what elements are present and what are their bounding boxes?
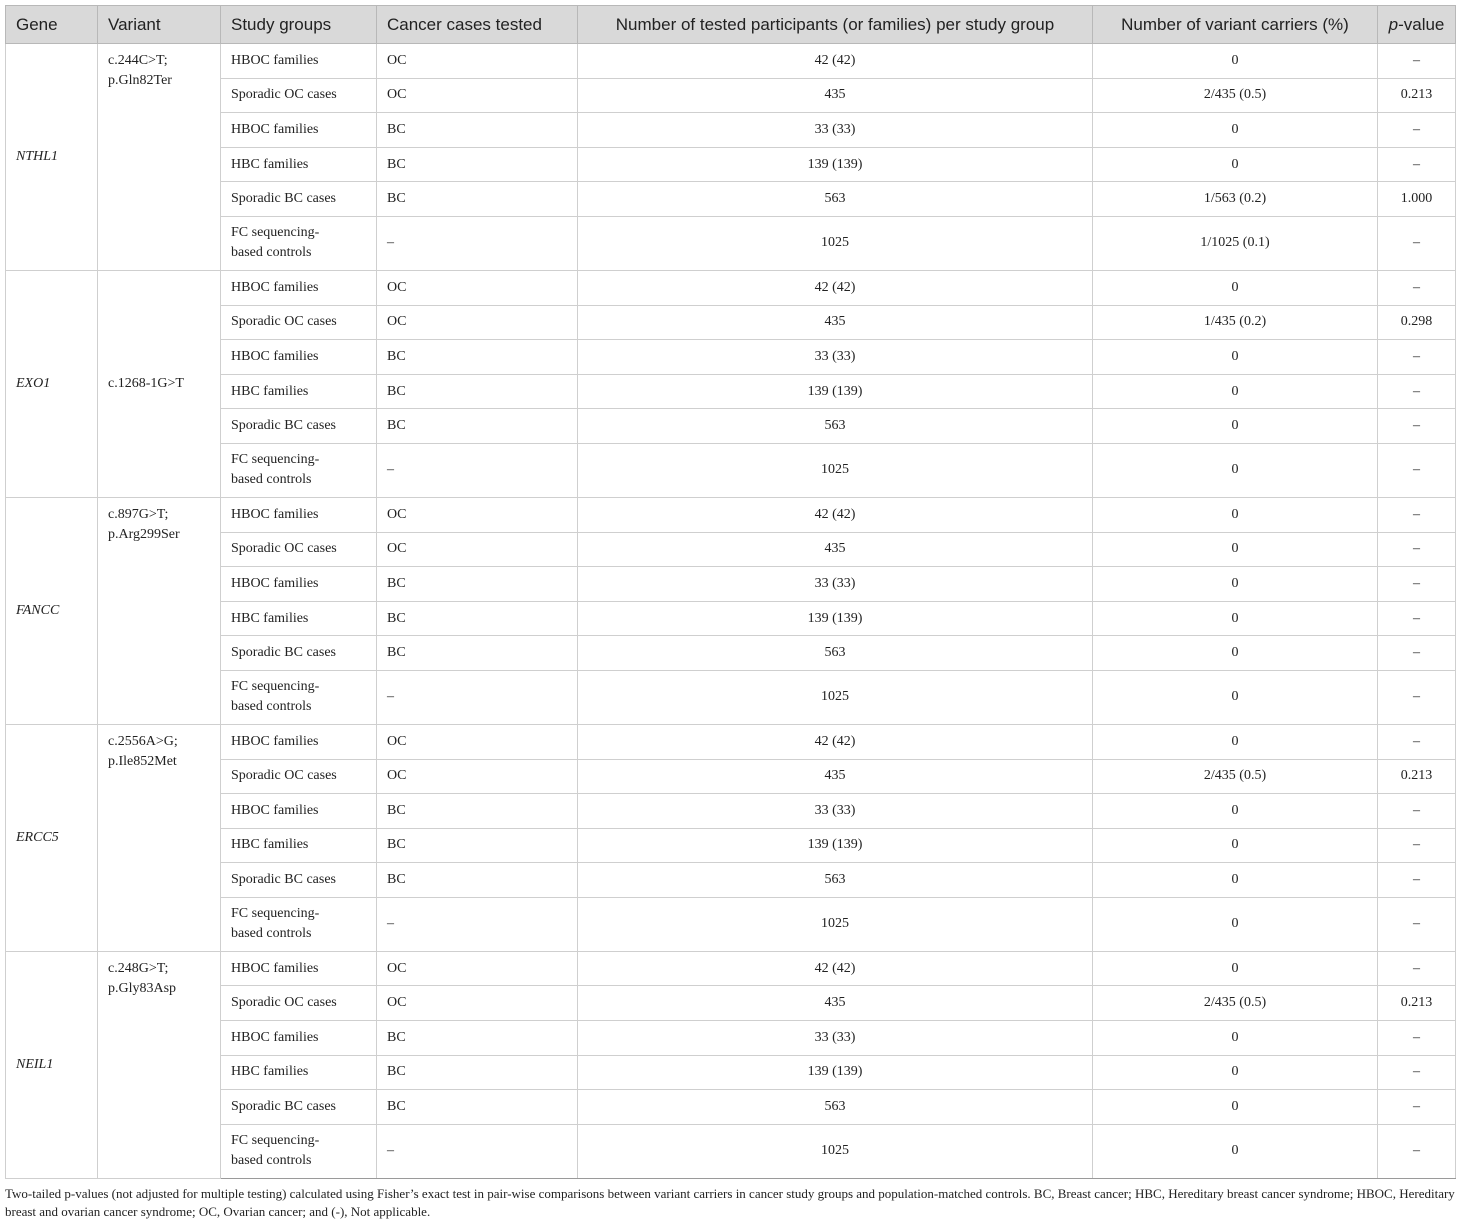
- cancer-cases: BC: [377, 863, 578, 898]
- carrier-count: 2/435 (0.5): [1093, 78, 1378, 113]
- p-value: 1.000: [1378, 182, 1456, 217]
- p-value: 0.213: [1378, 78, 1456, 113]
- table-row: [6, 897, 1456, 951]
- table-row: [6, 1090, 1456, 1125]
- carrier-count: 0: [1093, 374, 1378, 409]
- header-cancer-cases: Cancer cases tested: [377, 6, 578, 44]
- table-row: [6, 1055, 1456, 1090]
- variant-name: c.1268-1G>T: [98, 270, 221, 497]
- table-row: [6, 794, 1456, 829]
- tested-count: 139 (139): [578, 374, 1093, 409]
- cancer-cases: BC: [377, 828, 578, 863]
- study-group-line-2: based controls: [231, 245, 312, 261]
- gene-group: [6, 270, 1456, 497]
- p-value: 0.213: [1378, 986, 1456, 1021]
- p-value: –: [1378, 409, 1456, 444]
- carrier-count: 0: [1093, 497, 1378, 532]
- tested-count: 33 (33): [578, 567, 1093, 602]
- carrier-count: 0: [1093, 636, 1378, 671]
- study-group: Sporadic OC cases: [221, 986, 377, 1021]
- table-footnote: Two-tailed p-values (not adjusted for multiple testing) calculated using Fisher’s exact test in pair-wise comparisons between variant carriers in cancer study groups and population-matched controls. BC, Breast cancer; HBC, Hereditary breast cancer syndrome; HBOC, Hereditary breast and ovarian cancer syndrome; OC, Ovarian cancer; and (-), Not applicable.: [5, 1185, 1455, 1219]
- table-row: [6, 828, 1456, 863]
- study-group-line-1: FC sequencing-: [231, 452, 320, 468]
- table-row: [6, 951, 1456, 986]
- cancer-cases: OC: [377, 44, 578, 79]
- p-value: –: [1378, 670, 1456, 724]
- study-group: HBC families: [221, 374, 377, 409]
- carrier-count: 0: [1093, 724, 1378, 759]
- cancer-cases: BC: [377, 567, 578, 602]
- carrier-count: 0: [1093, 1124, 1378, 1178]
- carrier-count: 0: [1093, 601, 1378, 636]
- tested-count: 139 (139): [578, 147, 1093, 182]
- variant-name: [98, 44, 221, 271]
- carrier-count: 0: [1093, 897, 1378, 951]
- carrier-count: 0: [1093, 1090, 1378, 1125]
- tested-count: 1025: [578, 1124, 1093, 1178]
- table-row: [6, 1021, 1456, 1056]
- p-value: –: [1378, 532, 1456, 567]
- study-group: HBOC families: [221, 567, 377, 602]
- tested-count: 435: [578, 78, 1093, 113]
- p-value: –: [1378, 601, 1456, 636]
- study-group: Sporadic OC cases: [221, 532, 377, 567]
- cancer-cases: BC: [377, 636, 578, 671]
- variant-line-1: c.244C>T;: [108, 53, 168, 68]
- p-value: –: [1378, 828, 1456, 863]
- p-value: –: [1378, 216, 1456, 270]
- study-group-line-2: based controls: [231, 472, 312, 488]
- p-value: –: [1378, 44, 1456, 79]
- table-row: [6, 305, 1456, 340]
- tested-count: 139 (139): [578, 601, 1093, 636]
- study-group: HBOC families: [221, 1021, 377, 1056]
- table-row: [6, 113, 1456, 148]
- study-group: [221, 1124, 377, 1178]
- cancer-cases: –: [377, 897, 578, 951]
- cancer-cases: OC: [377, 724, 578, 759]
- cancer-cases: BC: [377, 1021, 578, 1056]
- study-group-line-1: FC sequencing-: [231, 679, 320, 695]
- table-row: [6, 270, 1456, 305]
- tested-count: 139 (139): [578, 1055, 1093, 1090]
- header-pvalue: [1378, 6, 1456, 44]
- cancer-cases: OC: [377, 951, 578, 986]
- cancer-cases: –: [377, 670, 578, 724]
- table-row: [6, 863, 1456, 898]
- cancer-cases: OC: [377, 78, 578, 113]
- table-row: [6, 216, 1456, 270]
- study-group: Sporadic BC cases: [221, 1090, 377, 1125]
- tested-count: 42 (42): [578, 270, 1093, 305]
- tested-count: 563: [578, 409, 1093, 444]
- variant-name: [98, 951, 221, 1178]
- table-row: [6, 986, 1456, 1021]
- cancer-cases: OC: [377, 305, 578, 340]
- study-group: HBOC families: [221, 951, 377, 986]
- gene-group: [6, 497, 1456, 724]
- p-value: –: [1378, 1055, 1456, 1090]
- table-row: [6, 78, 1456, 113]
- carrier-count: 0: [1093, 1055, 1378, 1090]
- tested-count: 33 (33): [578, 113, 1093, 148]
- header-pvalue-rest: -value: [1398, 14, 1445, 34]
- carrier-count: 0: [1093, 794, 1378, 829]
- gene-name: EXO1: [6, 270, 98, 497]
- study-group: Sporadic BC cases: [221, 863, 377, 898]
- carrier-count: 0: [1093, 670, 1378, 724]
- carrier-count: 2/435 (0.5): [1093, 986, 1378, 1021]
- carrier-count: 1/435 (0.2): [1093, 305, 1378, 340]
- p-value: –: [1378, 1021, 1456, 1056]
- variant-line-2: p.Arg299Ser: [108, 526, 180, 542]
- cancer-cases: BC: [377, 601, 578, 636]
- cancer-cases: BC: [377, 374, 578, 409]
- tested-count: 33 (33): [578, 794, 1093, 829]
- study-group-line-1: FC sequencing-: [231, 906, 320, 922]
- table-row: [6, 567, 1456, 602]
- carrier-count: 1/1025 (0.1): [1093, 216, 1378, 270]
- tested-count: 563: [578, 636, 1093, 671]
- cancer-cases: BC: [377, 409, 578, 444]
- study-group: HBOC families: [221, 340, 377, 375]
- gene-group: [6, 44, 1456, 271]
- table-row: [6, 182, 1456, 217]
- tested-count: 563: [578, 1090, 1093, 1125]
- study-group: HBOC families: [221, 724, 377, 759]
- gene-group: [6, 951, 1456, 1178]
- study-group: [221, 216, 377, 270]
- p-value: –: [1378, 443, 1456, 497]
- study-group: HBC families: [221, 828, 377, 863]
- carrier-count: 0: [1093, 1021, 1378, 1056]
- p-value: –: [1378, 340, 1456, 375]
- carrier-count: 0: [1093, 532, 1378, 567]
- tested-count: 435: [578, 759, 1093, 794]
- study-group: HBC families: [221, 147, 377, 182]
- carrier-count: 0: [1093, 147, 1378, 182]
- study-group: HBC families: [221, 1055, 377, 1090]
- tested-count: 435: [578, 986, 1093, 1021]
- table-row: [6, 147, 1456, 182]
- study-group: Sporadic OC cases: [221, 759, 377, 794]
- cancer-cases: –: [377, 216, 578, 270]
- study-group-line-2: based controls: [231, 1153, 312, 1169]
- p-value: –: [1378, 270, 1456, 305]
- header-tested: Number of tested participants (or families) per study group: [578, 6, 1093, 44]
- tested-count: 42 (42): [578, 44, 1093, 79]
- p-value: –: [1378, 951, 1456, 986]
- tested-count: 33 (33): [578, 340, 1093, 375]
- tested-count: 139 (139): [578, 828, 1093, 863]
- study-group-line-2: based controls: [231, 926, 312, 942]
- p-value: –: [1378, 567, 1456, 602]
- carrier-count: 0: [1093, 409, 1378, 444]
- header-carriers: Number of variant carriers (%): [1093, 6, 1378, 44]
- table-row: [6, 443, 1456, 497]
- variant-line-2: p.Ile852Met: [108, 753, 177, 769]
- carrier-count: 2/435 (0.5): [1093, 759, 1378, 794]
- tested-count: 1025: [578, 897, 1093, 951]
- table-row: [6, 601, 1456, 636]
- study-group: HBOC families: [221, 270, 377, 305]
- gene-name: NTHL1: [6, 44, 98, 271]
- cancer-cases: –: [377, 1124, 578, 1178]
- study-group-line-2: based controls: [231, 699, 312, 715]
- variant-line-2: p.Gln82Ter: [108, 73, 172, 88]
- p-value: –: [1378, 147, 1456, 182]
- p-value: –: [1378, 897, 1456, 951]
- cancer-cases: –: [377, 443, 578, 497]
- study-group: Sporadic BC cases: [221, 182, 377, 217]
- table-row: [6, 759, 1456, 794]
- study-group-line-1: FC sequencing-: [231, 1133, 320, 1149]
- p-value: –: [1378, 794, 1456, 829]
- carrier-count: 0: [1093, 340, 1378, 375]
- gene-name: NEIL1: [6, 951, 98, 1178]
- tested-count: 435: [578, 305, 1093, 340]
- p-value: –: [1378, 863, 1456, 898]
- header-variant: Variant: [98, 6, 221, 44]
- variant-name: [98, 724, 221, 951]
- tested-count: 1025: [578, 443, 1093, 497]
- cancer-cases: OC: [377, 986, 578, 1021]
- table-row: [6, 374, 1456, 409]
- variant-line-2: p.Gly83Asp: [108, 980, 177, 996]
- p-value: –: [1378, 1090, 1456, 1125]
- p-value: –: [1378, 113, 1456, 148]
- variant-name: [98, 497, 221, 724]
- gene-group: [6, 724, 1456, 951]
- cancer-cases: BC: [377, 794, 578, 829]
- carrier-count: 0: [1093, 863, 1378, 898]
- table-row: [6, 497, 1456, 532]
- carrier-count: 1/563 (0.2): [1093, 182, 1378, 217]
- tested-count: 563: [578, 182, 1093, 217]
- tested-count: 42 (42): [578, 951, 1093, 986]
- tested-count: 1025: [578, 216, 1093, 270]
- study-group: Sporadic OC cases: [221, 305, 377, 340]
- cancer-cases: BC: [377, 182, 578, 217]
- header-pvalue-p: p: [1388, 14, 1399, 34]
- carrier-count: 0: [1093, 44, 1378, 79]
- variant-table: [5, 5, 1456, 1179]
- carrier-count: 0: [1093, 828, 1378, 863]
- variant-line-1: c.2556A>G;: [108, 733, 178, 749]
- table-row: [6, 670, 1456, 724]
- tested-count: 33 (33): [578, 1021, 1093, 1056]
- gene-name: FANCC: [6, 497, 98, 724]
- table-row: [6, 1124, 1456, 1178]
- study-group: Sporadic BC cases: [221, 636, 377, 671]
- carrier-count: 0: [1093, 113, 1378, 148]
- study-group: HBOC families: [221, 44, 377, 79]
- cancer-cases: OC: [377, 497, 578, 532]
- table-header: [6, 6, 1456, 44]
- cancer-cases: OC: [377, 532, 578, 567]
- study-group: HBC families: [221, 601, 377, 636]
- table-container: [5, 5, 1455, 1221]
- cancer-cases: BC: [377, 1055, 578, 1090]
- study-group: Sporadic BC cases: [221, 409, 377, 444]
- tested-count: 42 (42): [578, 724, 1093, 759]
- cancer-cases: BC: [377, 1090, 578, 1125]
- cancer-cases: OC: [377, 270, 578, 305]
- table-row: [6, 532, 1456, 567]
- gene-name: ERCC5: [6, 724, 98, 951]
- study-group: HBOC families: [221, 794, 377, 829]
- cancer-cases: BC: [377, 147, 578, 182]
- table-row: [6, 409, 1456, 444]
- table-row: [6, 636, 1456, 671]
- p-value: –: [1378, 497, 1456, 532]
- carrier-count: 0: [1093, 567, 1378, 602]
- study-group-line-1: FC sequencing-: [231, 225, 320, 241]
- p-value: 0.298: [1378, 305, 1456, 340]
- study-group: [221, 897, 377, 951]
- cancer-cases: OC: [377, 759, 578, 794]
- study-group: HBOC families: [221, 497, 377, 532]
- p-value: 0.213: [1378, 759, 1456, 794]
- header-study-groups: Study groups: [221, 6, 377, 44]
- p-value: –: [1378, 636, 1456, 671]
- p-value: –: [1378, 724, 1456, 759]
- tested-count: 435: [578, 532, 1093, 567]
- p-value: –: [1378, 1124, 1456, 1178]
- cancer-cases: BC: [377, 340, 578, 375]
- study-group: HBOC families: [221, 113, 377, 148]
- tested-count: 1025: [578, 670, 1093, 724]
- study-group: [221, 670, 377, 724]
- cancer-cases: BC: [377, 113, 578, 148]
- carrier-count: 0: [1093, 951, 1378, 986]
- table-row: [6, 340, 1456, 375]
- study-group: Sporadic OC cases: [221, 78, 377, 113]
- tested-count: 42 (42): [578, 497, 1093, 532]
- variant-line-1: c.897G>T;: [108, 506, 169, 522]
- carrier-count: 0: [1093, 443, 1378, 497]
- p-value: –: [1378, 374, 1456, 409]
- table-row: [6, 44, 1456, 79]
- variant-line-1: c.248G>T;: [108, 960, 169, 976]
- carrier-count: 0: [1093, 270, 1378, 305]
- study-group: [221, 443, 377, 497]
- header-gene: Gene: [6, 6, 98, 44]
- table-row: [6, 724, 1456, 759]
- tested-count: 563: [578, 863, 1093, 898]
